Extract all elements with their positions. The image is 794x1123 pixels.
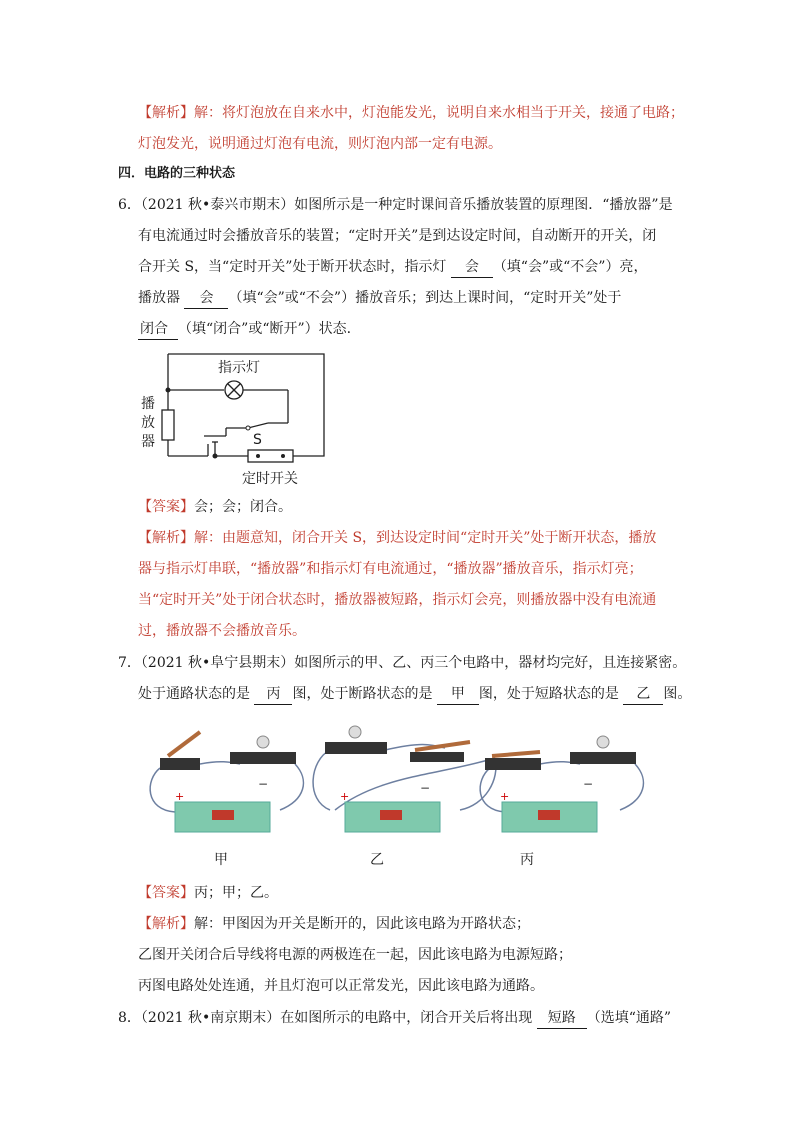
answer-tag: 【答案】 xyxy=(138,499,194,515)
analysis-text: 灯泡发光，说明通过灯泡有电流，则灯泡内部一定有电源。 xyxy=(138,136,502,152)
analysis-line xyxy=(138,621,306,641)
question-number: 7． xyxy=(118,655,141,671)
analysis-tag: 【解析】 xyxy=(138,105,194,121)
question-text: （填“会”或“不会”）播放音乐；到达上课时间，“定时开关”处于 xyxy=(228,290,622,306)
analysis-tag: 【解析】 xyxy=(138,530,194,546)
question-7-line xyxy=(118,653,686,673)
analysis-tag: 【解析】 xyxy=(138,916,194,932)
photo-label-yi: 乙 xyxy=(370,852,384,868)
question-text: （2021 秋•阜宁县期末）如图所示的甲、乙、丙三个电路中，器材均完好，且连接紧密。 xyxy=(140,655,687,671)
svg-text:−: − xyxy=(420,781,431,795)
question-text: 图，处于断路状态的是 xyxy=(292,686,433,702)
answer-blank: 丙 xyxy=(254,684,292,705)
svg-text:+: + xyxy=(500,790,510,803)
question-8-line xyxy=(118,1008,671,1029)
photo-label-bing: 丙 xyxy=(520,852,534,868)
analysis-line xyxy=(138,528,656,548)
answer-blank: 会 xyxy=(184,288,228,309)
question-text: 有电流通过时会播放音乐的装置；“定时开关”是到达设定时间，自动断开的开关，闭 xyxy=(138,228,657,244)
question-text: （填“闭合”或“断开”）状态. xyxy=(178,321,352,337)
question-text: （选填“通路” xyxy=(586,1010,672,1026)
analysis-line xyxy=(138,590,656,610)
question-text: 图，处于短路状态的是 xyxy=(478,686,619,702)
analysis-text: 当“定时开关”处于闭合状态时，播放器被短路，指示灯会亮，则播放器中没有电流通 xyxy=(138,592,657,608)
analysis-text: 乙图开关闭合后导线将电源的两极连在一起，因此该电路为电源短路； xyxy=(138,947,572,963)
photo-label-jia: 甲 xyxy=(214,852,228,868)
analysis-text: 丙图电路处处连通，并且灯泡可以正常发光，因此该电路为通路。 xyxy=(138,978,544,994)
question-6-line xyxy=(138,319,351,340)
svg-text:+: + xyxy=(340,790,350,803)
analysis-line xyxy=(138,914,530,934)
question-6-line xyxy=(138,257,647,278)
question-text: 处于通路状态的是 xyxy=(138,686,250,702)
analysis-text: 解：将灯泡放在自来水中，灯泡能发光，说明自来水相当于开关，接通了电路； xyxy=(194,105,684,121)
section-title: 四．电路的三种状态 xyxy=(118,166,236,181)
question-text: 播放器 xyxy=(138,290,180,306)
question-text: （填“会”或“不会”）亮， xyxy=(492,259,648,275)
svg-text:−: − xyxy=(258,777,269,791)
timer-switch-label: 定时开关 xyxy=(242,471,298,487)
analysis-line xyxy=(138,103,684,123)
svg-text:+: + xyxy=(175,790,185,803)
answer-tag: 【答案】 xyxy=(138,885,194,901)
answer-blank: 短路 xyxy=(537,1008,587,1029)
question-text: （2021 秋•南京期末）在如图所示的电路中，闭合开关后将出现 xyxy=(140,1010,533,1026)
question-text: 合开关 S，当“定时开关”处于断开状态时，指示灯 xyxy=(138,259,447,275)
question-number: 6． xyxy=(118,197,141,213)
answer-line xyxy=(138,497,292,517)
circuit-jia xyxy=(150,732,303,832)
svg-text:−: − xyxy=(583,777,594,791)
question-text: 图。 xyxy=(663,686,692,702)
analysis-line xyxy=(138,134,502,154)
answer-text: 会；会；闭合。 xyxy=(194,499,292,515)
question-6-line xyxy=(138,288,621,309)
question-text: （2021 秋•泰兴市期末）如图所示是一种定时课间音乐播放装置的原理图．“播放器”是 xyxy=(140,197,673,213)
analysis-text: 过，播放器不会播放音乐。 xyxy=(138,623,306,639)
analysis-line xyxy=(138,976,544,996)
analysis-text: 解：由题意知，闭合开关 S，到达设定时间“定时开关”处于断开状态，播放 xyxy=(194,530,657,546)
answer-blank: 甲 xyxy=(437,684,479,705)
question-number: 8． xyxy=(118,1010,141,1026)
analysis-line xyxy=(138,559,643,579)
circuit-yi xyxy=(313,726,496,832)
lamp-label: 指示灯 xyxy=(218,360,260,376)
switch-label: S xyxy=(253,432,262,448)
answer-blank: 闭合 xyxy=(138,319,178,340)
analysis-text: 器与指示灯串联，“播放器”和指示灯有电流通过，“播放器”播放音乐，指示灯亮； xyxy=(138,561,643,577)
circuit-bing xyxy=(480,736,643,832)
answer-text: 丙；甲；乙。 xyxy=(194,885,278,901)
question-7-line xyxy=(138,684,691,705)
circuit-photos xyxy=(140,720,660,840)
answer-blank: 乙 xyxy=(623,684,663,705)
player-label: 播放器 xyxy=(141,396,155,450)
question-6-line xyxy=(138,226,656,246)
answer-blank: 会 xyxy=(451,257,493,278)
analysis-line xyxy=(138,945,572,965)
answer-line xyxy=(138,883,278,903)
question-6-line xyxy=(118,195,673,215)
analysis-text: 解：甲图因为开关是断开的，因此该电路为开路状态； xyxy=(194,916,530,932)
